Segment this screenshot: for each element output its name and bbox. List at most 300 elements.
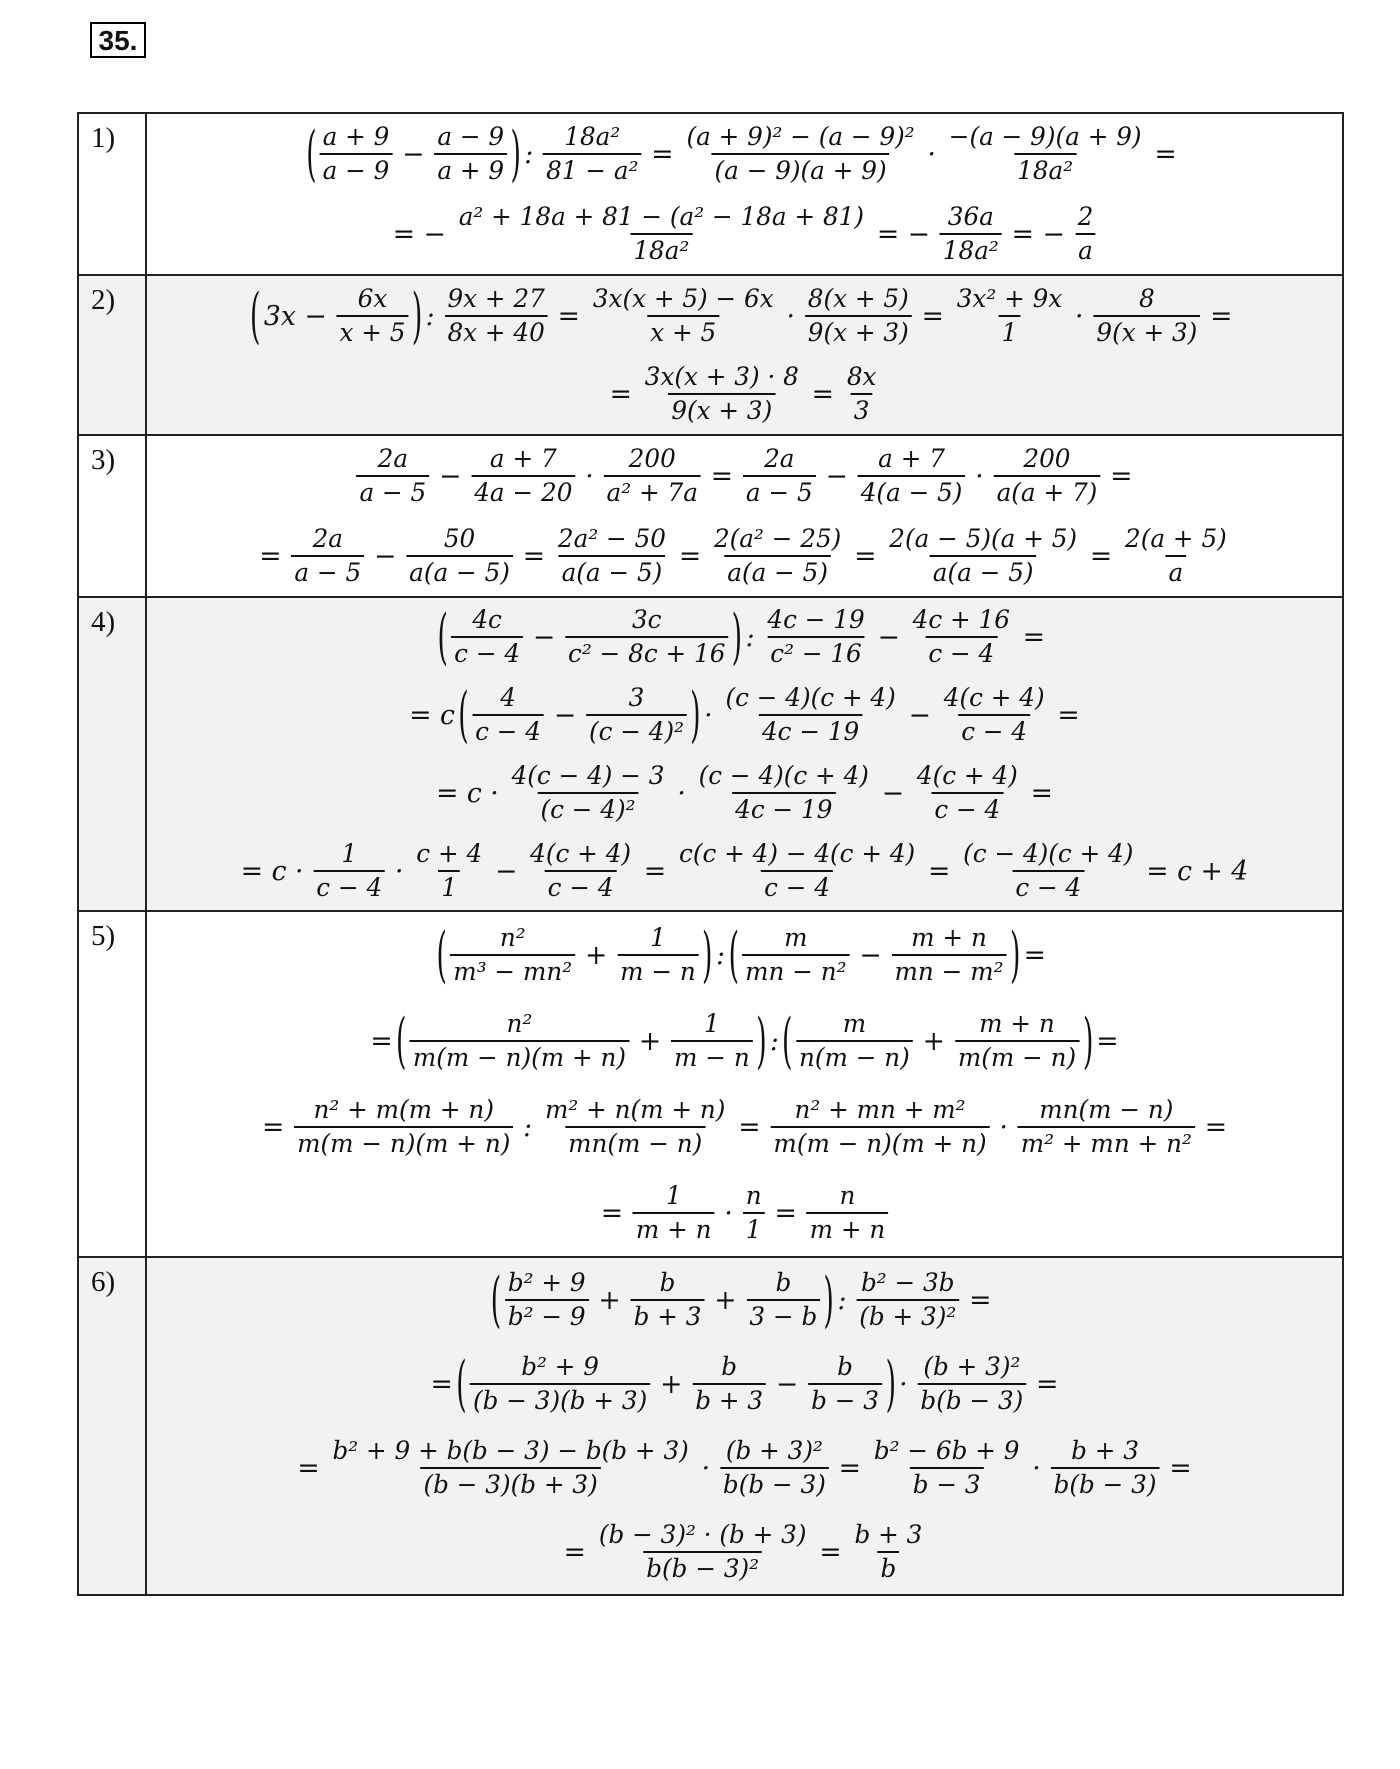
- fraction: [805, 283, 912, 349]
- denominator: b: [878, 1551, 900, 1585]
- operator: =: [921, 300, 944, 332]
- fraction: [1018, 1094, 1195, 1160]
- fraction: [294, 1094, 513, 1160]
- denominator: 4(a − 5): [858, 475, 966, 509]
- fraction: [337, 283, 409, 349]
- denominator: a(a − 5): [930, 555, 1037, 589]
- fraction: [796, 1008, 913, 1074]
- denominator: 4c − 19: [732, 792, 835, 826]
- operator: =: [259, 540, 282, 572]
- numerator: 200: [628, 444, 676, 473]
- solution-row: [78, 275, 1343, 435]
- operator: ·: [394, 855, 404, 887]
- numerator: 4(c + 4): [916, 761, 1018, 790]
- numerator: 3x(x + 5) − 6x: [592, 284, 774, 313]
- denominator: m³ − mn²: [450, 954, 575, 988]
- fraction: [291, 523, 364, 589]
- operator: :: [769, 1025, 779, 1057]
- fraction: [456, 201, 867, 267]
- numerator: b: [721, 1352, 738, 1381]
- fraction: [1051, 1435, 1160, 1501]
- operator: =: [1036, 1368, 1059, 1400]
- operator: =: [819, 1536, 842, 1568]
- numerator: 8(x + 5): [807, 284, 909, 313]
- term: = c ·: [240, 855, 304, 887]
- numerator: b + 3: [1071, 1436, 1139, 1465]
- equation-line: [155, 912, 1334, 998]
- numerator: 2a: [764, 444, 795, 473]
- operator: = −: [392, 218, 446, 250]
- numerator: 2(a² − 25): [713, 524, 842, 553]
- numerator: 6x: [357, 284, 388, 313]
- fraction: [871, 1435, 1023, 1501]
- fraction: [692, 1351, 766, 1417]
- denominator: 1: [743, 1212, 765, 1246]
- fraction: [946, 121, 1145, 187]
- fraction: [543, 121, 641, 187]
- denominator: (b − 3)(b + 3): [421, 1467, 601, 1501]
- operator: =: [969, 1284, 992, 1316]
- operator: = −: [876, 218, 930, 250]
- denominator: a − 5: [291, 555, 364, 589]
- fraction: [852, 1519, 926, 1585]
- numerator: (b − 3)² · (b + 3): [598, 1520, 807, 1549]
- numerator: 1: [341, 839, 358, 868]
- operator: :: [837, 1284, 847, 1316]
- operator: =: [1204, 1111, 1228, 1143]
- parenthesis: ): [510, 119, 521, 189]
- fraction: [470, 1351, 650, 1417]
- numerator: 3x² + 9x: [956, 284, 1063, 313]
- numerator: (c − 4)(c + 4): [725, 683, 896, 712]
- row-label: 6): [78, 1257, 146, 1595]
- operator: =: [643, 855, 667, 887]
- fraction: [671, 1008, 753, 1074]
- operator: =: [557, 300, 581, 332]
- parenthesis: ): [823, 1265, 835, 1335]
- numerator: 4c − 19: [767, 605, 865, 634]
- denominator: b(b − 3): [720, 1467, 829, 1501]
- operator: =: [838, 1452, 861, 1484]
- exercise-number: 35.: [90, 22, 146, 58]
- solution-row: [78, 435, 1343, 597]
- denominator: c − 4: [761, 870, 833, 904]
- equation-line: [155, 1426, 1334, 1510]
- fraction: [413, 838, 485, 904]
- fraction: [451, 604, 523, 670]
- operator: :: [715, 939, 725, 971]
- numerator: 4(c + 4): [943, 683, 1045, 712]
- denominator: 8x + 40: [444, 315, 547, 349]
- denominator: m² + mn + n²: [1018, 1126, 1195, 1160]
- operator: +: [714, 1284, 737, 1316]
- denominator: b(b − 3)²: [643, 1551, 762, 1585]
- fraction: [330, 1435, 692, 1501]
- denominator: mn − n²: [742, 954, 849, 988]
- numerator: 2a: [377, 444, 409, 473]
- numerator: 8x: [846, 362, 877, 391]
- fraction: [914, 760, 1021, 826]
- parenthesis: ): [1009, 920, 1021, 990]
- fraction: [450, 922, 575, 988]
- operator: +: [638, 1025, 662, 1057]
- denominator: 18a²: [940, 233, 1002, 267]
- denominator: 3: [851, 393, 873, 427]
- denominator: c − 4: [958, 714, 1030, 748]
- fraction: [586, 682, 687, 748]
- fraction: [472, 682, 544, 748]
- fraction: [892, 922, 1007, 988]
- denominator: (b + 3)²: [856, 1299, 959, 1333]
- term: 3x −: [263, 300, 327, 332]
- numerator: b: [659, 1268, 676, 1297]
- numerator: (b + 3)²: [923, 1352, 1021, 1381]
- equation-line: [155, 832, 1334, 910]
- operator: −: [775, 1368, 799, 1400]
- denominator: 1: [438, 870, 460, 904]
- numerator: 4(c + 4): [530, 839, 632, 868]
- equation-line: [155, 998, 1334, 1084]
- fraction: [320, 121, 393, 187]
- parenthesis: ): [885, 1349, 896, 1419]
- numerator: 2(a + 5): [1125, 524, 1227, 553]
- operator: =: [261, 1111, 285, 1143]
- parenthesis: ): [1082, 1006, 1093, 1076]
- numerator: m: [784, 923, 808, 952]
- solution-body: [146, 597, 1343, 911]
- operator: =: [1096, 1025, 1119, 1057]
- equation-line: [155, 598, 1334, 676]
- numerator: b² + 9 + b(b − 3) − b(b + 3): [332, 1436, 689, 1465]
- numerator: (c − 4)(c + 4): [698, 761, 869, 790]
- fraction: [994, 443, 1101, 509]
- fraction: [764, 604, 867, 670]
- fraction: [565, 604, 728, 670]
- operator: ·: [1032, 1452, 1041, 1484]
- parenthesis: (: [305, 119, 317, 189]
- numerator: 2: [1077, 202, 1094, 231]
- fraction: [808, 1351, 882, 1417]
- operator: =: [1089, 540, 1113, 572]
- denominator: a + 9: [434, 153, 507, 187]
- denominator: x + 5: [337, 315, 409, 349]
- row-label: 5): [78, 911, 146, 1257]
- fraction: [633, 1180, 715, 1246]
- denominator: m(m − n)(m + n): [294, 1126, 513, 1160]
- numerator: 9x + 27: [447, 284, 545, 313]
- fraction: [696, 760, 872, 826]
- equation-line: [155, 1258, 1334, 1342]
- operator: :: [523, 1111, 533, 1143]
- denominator: 1: [999, 315, 1021, 349]
- fraction: [910, 604, 1013, 670]
- denominator: b − 3: [910, 1467, 984, 1501]
- solution-row: [78, 1257, 1343, 1595]
- numerator: 3x(x + 3) · 8: [644, 362, 799, 391]
- denominator: c² − 16: [767, 636, 864, 670]
- row-label: 2): [78, 275, 146, 435]
- fraction: [743, 1180, 765, 1246]
- operator: :: [745, 621, 755, 653]
- parenthesis: (: [436, 920, 447, 990]
- operator: ·: [899, 1368, 908, 1400]
- fraction: [711, 523, 844, 589]
- operator: =: [738, 1111, 761, 1143]
- denominator: a² + 7a: [604, 475, 701, 509]
- operator: =: [563, 1536, 587, 1568]
- operator: −: [532, 621, 556, 653]
- operator: =: [1210, 300, 1233, 332]
- operator: −: [881, 777, 905, 809]
- fraction: [955, 1008, 1079, 1074]
- solution-body: [146, 911, 1343, 1257]
- numerator: b² + 9: [507, 1268, 586, 1297]
- denominator: c − 4: [472, 714, 544, 748]
- operator: −: [825, 460, 848, 492]
- parenthesis: (: [250, 281, 261, 351]
- numerator: n²: [506, 1009, 533, 1038]
- denominator: (a − 9)(a + 9): [712, 153, 890, 187]
- fraction: [444, 283, 547, 349]
- equation-line: [155, 1170, 1334, 1256]
- denominator: 81 − a²: [543, 153, 641, 187]
- equation-line: [155, 277, 1334, 355]
- row-label: 1): [78, 113, 146, 275]
- fraction: [527, 838, 634, 904]
- operator: =: [297, 1452, 320, 1484]
- denominator: b + 3: [631, 1299, 705, 1333]
- fraction: [856, 1267, 959, 1333]
- operator: =: [678, 540, 702, 572]
- parenthesis: ): [731, 602, 743, 672]
- denominator: (b − 3)(b + 3): [470, 1383, 650, 1417]
- operator: =: [370, 1025, 393, 1057]
- fraction: [858, 443, 966, 509]
- operator: =: [1023, 939, 1046, 971]
- numerator: n² + mn + m²: [794, 1095, 966, 1124]
- fraction: [596, 1519, 810, 1585]
- denominator: c − 4: [931, 792, 1003, 826]
- fraction: [590, 283, 777, 349]
- numerator: 2(a − 5)(a + 5): [889, 524, 1078, 553]
- numerator: 3: [628, 683, 645, 712]
- parenthesis: (: [437, 602, 448, 672]
- operator: =: [854, 540, 877, 572]
- operator: =: [1110, 460, 1133, 492]
- fraction: [1075, 201, 1097, 267]
- operator: = −: [1011, 218, 1065, 250]
- equation-line: [155, 436, 1334, 516]
- numerator: 3c: [631, 605, 662, 634]
- numerator: b² − 3b: [860, 1268, 955, 1297]
- fraction: [742, 922, 849, 988]
- operator: −: [495, 855, 518, 887]
- equation-line: [155, 1510, 1334, 1594]
- parenthesis: ): [690, 680, 701, 750]
- denominator: a(a − 5): [559, 555, 666, 589]
- numerator: 200: [1023, 444, 1071, 473]
- fraction: [746, 1267, 820, 1333]
- fraction: [917, 1351, 1026, 1417]
- fraction: [631, 1267, 705, 1333]
- numerator: (c − 4)(c + 4): [963, 839, 1134, 868]
- operator: −: [439, 460, 462, 492]
- denominator: 9(x + 3): [668, 393, 775, 427]
- operator: =: [430, 1368, 453, 1400]
- operator: =: [774, 1197, 797, 1229]
- fraction: [960, 838, 1136, 904]
- fraction: [434, 121, 507, 187]
- fraction: [940, 201, 1002, 267]
- fraction: [1093, 283, 1200, 349]
- numerator: −(a − 9)(a + 9): [948, 122, 1142, 151]
- numerator: a + 7: [489, 444, 557, 473]
- numerator: a − 9: [437, 122, 505, 151]
- numerator: n: [839, 1181, 856, 1210]
- equation-line: [155, 1342, 1334, 1426]
- numerator: m² + n(m + n): [544, 1095, 726, 1124]
- fraction: [684, 121, 918, 187]
- numerator: 8: [1138, 284, 1155, 313]
- denominator: m − n: [671, 1040, 753, 1074]
- numerator: c(c + 4) − 4(c + 4): [679, 839, 916, 868]
- numerator: 2a: [312, 524, 343, 553]
- denominator: m + n: [633, 1212, 715, 1246]
- operator: =: [928, 855, 951, 887]
- fraction: [406, 523, 513, 589]
- operator: ·: [701, 1452, 711, 1484]
- fraction: [604, 443, 701, 509]
- denominator: a(a + 7): [994, 475, 1101, 509]
- operator: =: [651, 138, 674, 170]
- fraction: [1122, 523, 1230, 589]
- denominator: a(a − 5): [724, 555, 831, 589]
- term: = c: [409, 699, 455, 731]
- denominator: b + 3: [692, 1383, 766, 1417]
- fraction: [357, 443, 430, 509]
- operator: =: [1022, 621, 1046, 653]
- operator: ·: [677, 777, 686, 809]
- fraction: [410, 1008, 629, 1074]
- operator: =: [1154, 138, 1177, 170]
- numerator: b + 3: [854, 1520, 923, 1549]
- operator: ·: [975, 460, 984, 492]
- denominator: c − 4: [451, 636, 523, 670]
- fraction: [505, 1267, 589, 1333]
- operator: :: [425, 300, 435, 332]
- fraction: [807, 1180, 889, 1246]
- solutions-table: [77, 112, 1344, 1596]
- denominator: c − 4: [925, 636, 997, 670]
- row-label: 4): [78, 597, 146, 911]
- fraction: [542, 1094, 728, 1160]
- parenthesis: (: [396, 1006, 407, 1076]
- operator: =: [522, 540, 546, 572]
- numerator: m: [842, 1009, 867, 1038]
- denominator: a − 5: [743, 475, 816, 509]
- operator: =: [1057, 699, 1080, 731]
- fraction: [676, 838, 918, 904]
- numerator: b: [837, 1352, 853, 1381]
- denominator: n(m − n): [796, 1040, 913, 1074]
- solution-body: [146, 435, 1343, 597]
- parenthesis: ): [411, 281, 423, 351]
- fraction: [941, 682, 1048, 748]
- operator: +: [598, 1284, 621, 1316]
- row-label: 3): [78, 435, 146, 597]
- numerator: a² + 18a + 81 − (a² − 18a + 81): [458, 202, 864, 231]
- operator: =: [710, 460, 734, 492]
- numerator: 18a²: [564, 122, 621, 151]
- denominator: c − 4: [313, 870, 385, 904]
- parenthesis: ): [702, 920, 713, 990]
- fraction: [844, 361, 880, 427]
- fraction: [642, 361, 802, 427]
- numerator: (a + 9)² − (a − 9)²: [686, 122, 915, 151]
- numerator: 1: [704, 1009, 720, 1038]
- numerator: 36a: [947, 202, 994, 231]
- parenthesis: (: [458, 680, 469, 750]
- denominator: b² − 9: [505, 1299, 589, 1333]
- denominator: 9(x + 3): [805, 315, 912, 349]
- denominator: 4c − 19: [759, 714, 862, 748]
- denominator: a: [1166, 555, 1187, 589]
- fraction: [313, 838, 385, 904]
- denominator: a(a − 5): [406, 555, 513, 589]
- numerator: 4(c − 4) − 3: [511, 761, 665, 790]
- numerator: 4: [500, 683, 516, 712]
- operator: =: [1030, 777, 1053, 809]
- denominator: 3 − b: [746, 1299, 820, 1333]
- fraction: [617, 922, 699, 988]
- fraction: [723, 682, 899, 748]
- denominator: x + 5: [647, 315, 719, 349]
- equation-line: [155, 194, 1334, 274]
- parenthesis: (: [728, 920, 739, 990]
- solution-row: [78, 113, 1343, 275]
- denominator: b(b − 3): [917, 1383, 1026, 1417]
- fraction: [509, 760, 668, 826]
- denominator: b(b − 3): [1051, 1467, 1160, 1501]
- term: = c ·: [436, 777, 499, 809]
- numerator: a + 9: [322, 122, 390, 151]
- numerator: n²: [499, 923, 526, 952]
- denominator: m + n: [807, 1212, 889, 1246]
- equation-line: [155, 516, 1334, 596]
- operator: +: [584, 939, 608, 971]
- solution-row: [78, 911, 1343, 1257]
- denominator: (c − 4)²: [586, 714, 687, 748]
- operator: ·: [585, 460, 594, 492]
- operator: ·: [704, 699, 713, 731]
- denominator: m − n: [617, 954, 699, 988]
- solution-body: [146, 275, 1343, 435]
- denominator: c² − 8c + 16: [565, 636, 728, 670]
- denominator: 18a²: [630, 233, 692, 267]
- operator: =: [1169, 1452, 1192, 1484]
- denominator: mn(m − n): [565, 1126, 705, 1160]
- denominator: c − 4: [545, 870, 617, 904]
- operator: ·: [1075, 300, 1084, 332]
- operator: =: [609, 378, 632, 410]
- numerator: 1: [665, 1181, 682, 1210]
- operator: ·: [999, 1111, 1008, 1143]
- operator: −: [402, 138, 425, 170]
- denominator: b − 3: [808, 1383, 882, 1417]
- numerator: 4c: [472, 605, 502, 634]
- denominator: m(m − n)(m + n): [410, 1040, 629, 1074]
- denominator: a − 5: [357, 475, 430, 509]
